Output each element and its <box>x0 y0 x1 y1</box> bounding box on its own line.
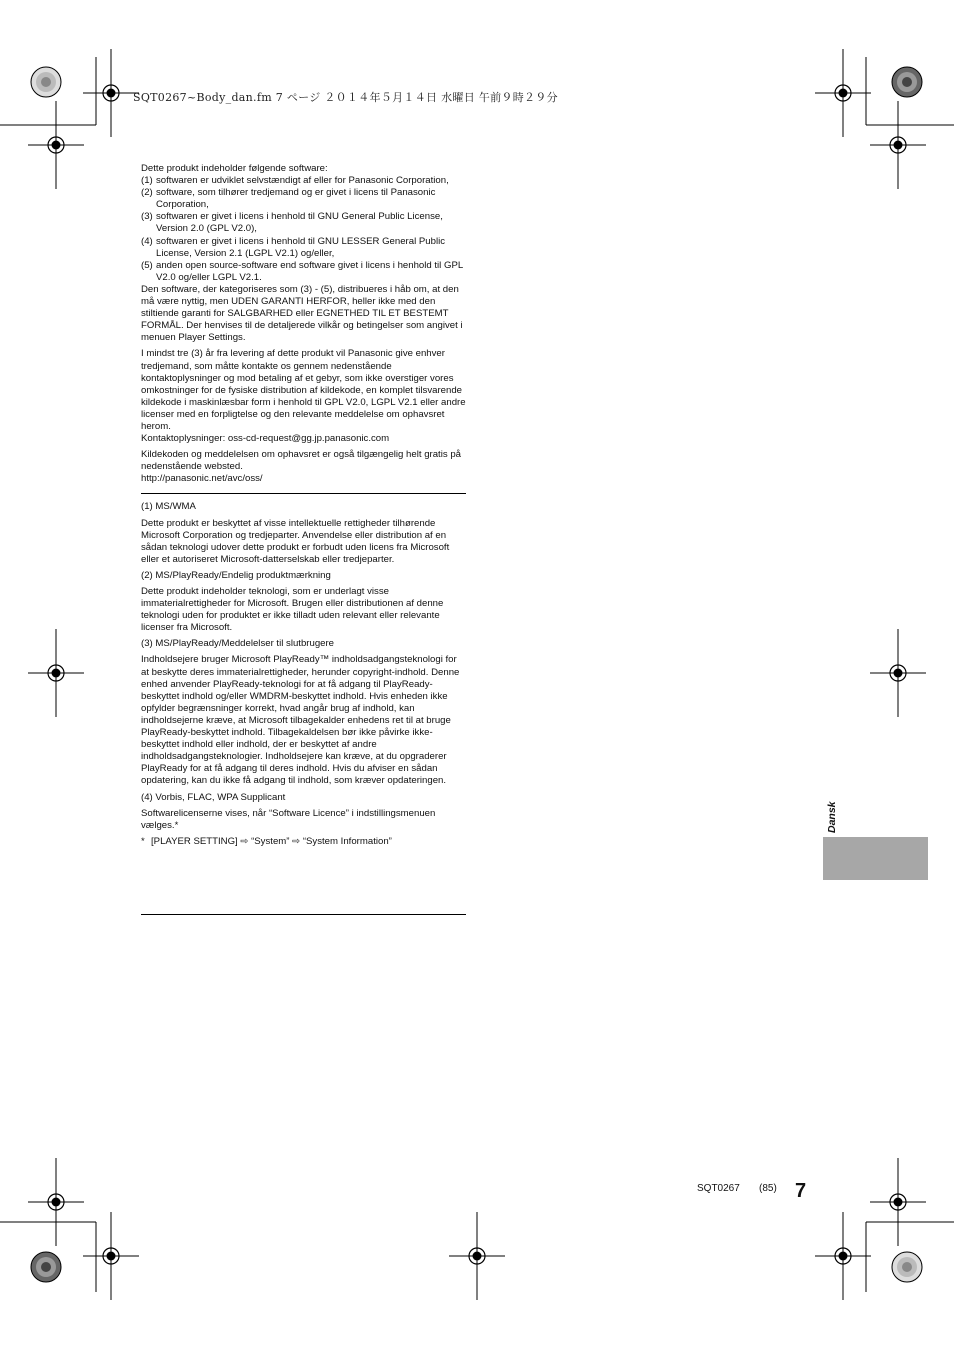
page-number: 7 <box>795 1180 807 1202</box>
contact-info: Kontaktoplysninger: oss-cd-request@gg.jp.panasonic.com <box>141 433 390 445</box>
model-code: SQT0267 <box>697 1183 740 1194</box>
main-content <box>141 163 466 848</box>
section-divider <box>141 493 466 494</box>
section-title: (4) Vorbis, FLAC, WPA Supplicant <box>141 791 286 803</box>
license-section <box>141 638 466 787</box>
list-text: softwaren er givet i licens i henhold til GNU LESSER General Public License, Version 2.1 (LGPL V2.1) og/eller, <box>156 235 446 259</box>
list-item <box>141 260 466 284</box>
website-paragraph: Kildekoden og meddelelsen om ophavsret er også tilgængelig helt gratis på nedenstående websted. <box>141 449 461 473</box>
section-title: (1) MS/WMA <box>141 501 196 513</box>
file-header: SQT0267~Body_dan.fm 7 ページ ２０１４年５月１４日 水曜日 午前９時２９分 <box>133 91 558 104</box>
list-item <box>141 236 466 260</box>
language-label: Dansk <box>826 801 838 833</box>
section-body: Dette produkt er beskyttet af visse intellektuelle rettigheder tilhørende Microsoft Corporation og tredjeparter. Anvendelse eller distribution af en sådan teknologi udover dette produkt er forbudt uden licens fra Microsoft eller et autoriseret Microsoft-datterselskab eller tredjeparter. <box>141 517 450 565</box>
website-url[interactable]: http://panasonic.net/avc/oss/ <box>141 473 263 485</box>
list-number: (5) <box>141 259 153 271</box>
internal-page-number: (85) <box>759 1183 777 1194</box>
footnote-text: [PLAYER SETTING] ⇨ “System” ⇨ “System Information” <box>151 835 392 847</box>
list-number: (1) <box>141 175 153 187</box>
software-list <box>141 175 466 284</box>
list-text: softwaren er udviklet selvstændigt af eller for Panasonic Corporation, <box>156 175 449 187</box>
footnote <box>141 836 466 848</box>
license-section <box>141 501 466 565</box>
intro-text: Dette produkt indeholder følgende software: <box>141 163 328 174</box>
list-item <box>141 187 466 211</box>
list-text: software, som tilhører tredjemand og er givet i licens til Panasonic Corporation, <box>156 187 436 211</box>
section-body: Dette produkt indeholder teknologi, som er underlagt visse immaterialrettigheder for Microsoft. Brugen eller distributionen af denne teknologi uden for produktet er ikke tilladt uden relevant eller relevante licenser fra Microsoft. <box>141 586 444 634</box>
language-tab <box>823 837 928 880</box>
closing-divider <box>141 914 466 915</box>
list-number: (4) <box>141 235 153 247</box>
list-item <box>141 175 466 187</box>
section-body: Indholdsejere bruger Microsoft PlayReady™ indholdsadgangsteknologi for at beskytte deres immaterialrettigheder, herunder copyright-indhold. Denne enhed anvender PlayReady-teknologi for at få adgang til PlayReady-beskyttet indhold og/eller WMDRM-beskyttet indhold. Hvis enheden ikke opfylder begrænsninger korrekt, hvad angår brug af indhold, kan indholdsejerne kræve, at Microsoft tilbagekalder enhedens ret til at bruge PlayReady-beskyttet indhold. Tilbagekaldelsen bør ikke påvirke ikke-beskyttet indhold eller indhold, der er beskyttet af andre indholdsadgangsteknologier. Indholdsejere kan kræve, at du opgraderer PlayReady for at få adgang til deres indhold. Hvis du afviser en sådan opdatering, kan du ikke få adgang til indhold, som kræver opdateringen. <box>141 654 460 787</box>
section-title: (3) MS/PlayReady/Meddelelser til slutbrugere <box>141 638 335 650</box>
source-offer-paragraph: I mindst tre (3) år fra levering af dette produkt vil Panasonic give enhver tredjemand, som måtte kontakte os gennem nedenstående kontaktoplysninger og mod betaling af et gebyr, som ikke overstiger vores omkostninger for de fysiske distribution af kildekode, en komplet tilsvarende kildekode i maskinlæsbar form i henhold til GPL V2.0, LGPL V2.1 eller andre licenser med en forpligtelse og den relevante meddelelse om ophavsret herom. <box>141 348 466 432</box>
warranty-paragraph: Den software, der kategoriseres som (3) - (5), distribueres i håb om, at den må være nyttig, men UDEN GARANTI HERFOR, heller ikke med den stiltiende garanti for SALGBARHED eller EGNETHED TIL ET BESTEMT FORMÅL. Der henvises til de detaljerede vilkår og betingelser som angivet i menuen Player Settings. <box>141 283 463 344</box>
list-number: (3) <box>141 211 153 223</box>
license-section <box>141 792 466 832</box>
section-body: Softwarelicenserne vises, når “Software Licence” i indstillingsmenuen vælges.* <box>141 807 436 831</box>
list-item <box>141 211 466 235</box>
list-number: (2) <box>141 187 153 199</box>
list-text: anden open source-software end software givet i licens i henhold til GPL V2.0 og/eller LGPL V2.1. <box>156 259 463 283</box>
license-section <box>141 570 466 634</box>
footnote-mark: * <box>141 835 145 847</box>
list-text: softwaren er givet i licens i henhold til GNU General Public License, Version 2.0 (GPL V2.0), <box>156 211 443 235</box>
section-title: (2) MS/PlayReady/Endelig produktmærkning <box>141 569 331 581</box>
